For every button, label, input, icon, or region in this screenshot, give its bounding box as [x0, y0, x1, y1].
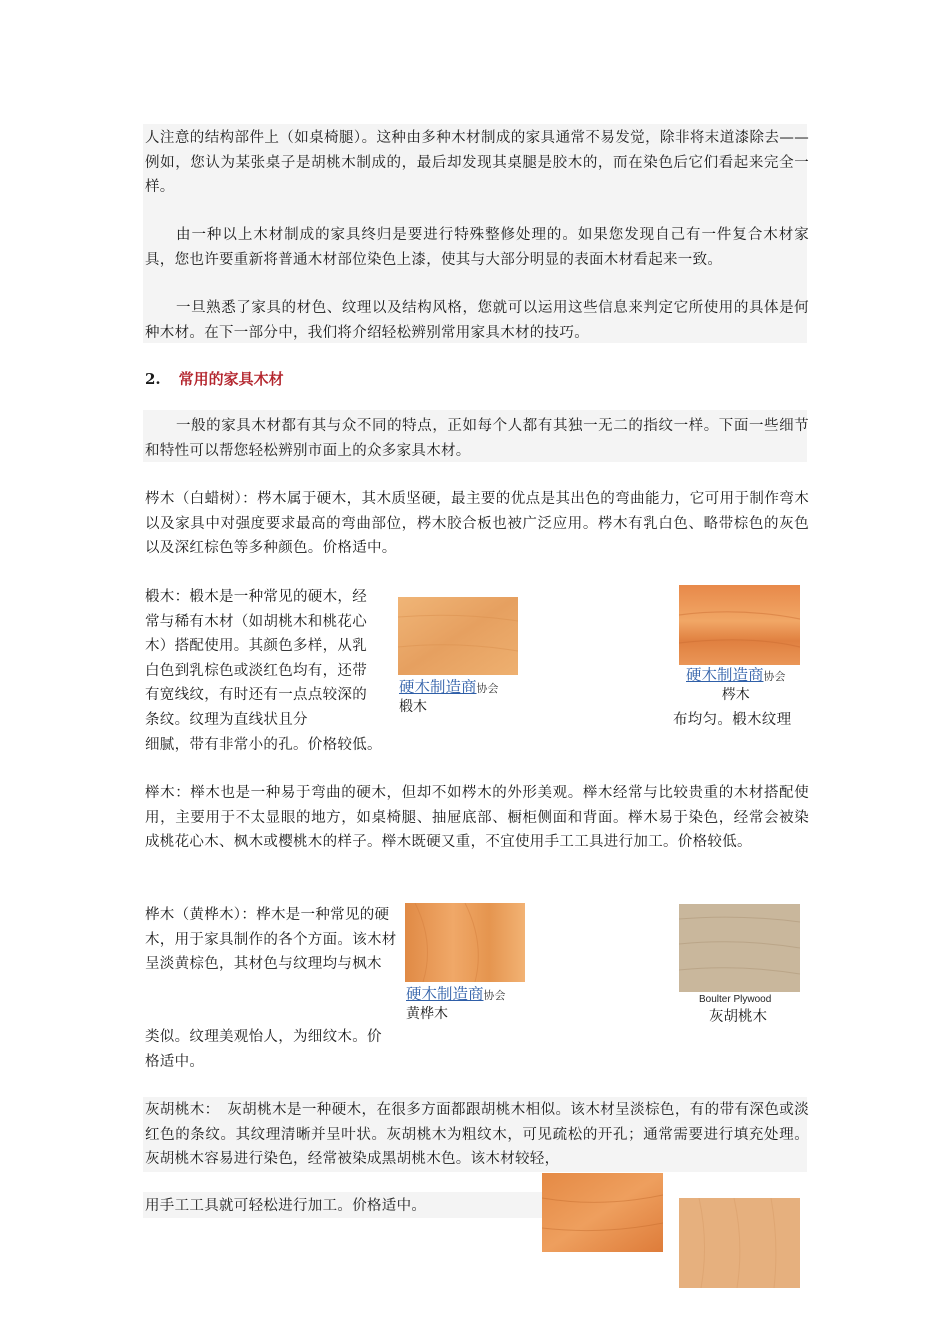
manufacturer-link[interactable]: 硬木制造商 [399, 678, 477, 696]
paragraph: 一般的家具木材都有其与众不同的特点，正如每个人都有其独一无二的指纹一样。下面一些细节和特性可以帮您轻松辨别市面上的众多家具木材。 [145, 418, 809, 459]
section-number: 2. [145, 370, 161, 388]
birch-wood-image [405, 903, 525, 982]
ash-caption: 硬木制造商协会 梣木 [686, 666, 786, 703]
gum-wood-image [398, 597, 518, 675]
beech-paragraph: 榉木：榉木也是一种易于弯曲的硬木，但却不如梣木的外形美观。榉木经常与比较贵重的木材搭配使用，主要用于不太显眼的地方，如桌椅腿、抽屉底部、橱柜侧面和背面。榉木易于染色，经常会被染成桃花心木、枫木或樱桃木的样子。榉木既硬又重，不宜使用手工工具进行加工。价格较低。 [145, 785, 809, 850]
birch-caption: 硬木制造商协会 黄桦木 [406, 985, 506, 1022]
paragraph: 一旦熟悉了家具的材色、纹理以及结构风格，您就可以运用这些信息来判定它所使用的具体是何种木材。在下一部分中，我们将介绍轻松辨别常用家具木材的技巧。 [145, 300, 809, 341]
butternut-paragraph: 灰胡桃木： 灰胡桃木是一种硬木，在很多方面都跟胡桃木相似。该木材呈淡棕色，有的带有深色或淡红色的条纹。其纹理清晰并呈叶状。灰胡桃木为粗纹木，可见疏松的开孔；通常需要进行填充处理。灰胡桃木容易进行染色，经常被染成黑胡桃木色。该木材较轻， [145, 1102, 809, 1167]
manufacturer-link[interactable]: 硬木制造商 [686, 666, 764, 684]
ash-wood-image [679, 585, 800, 665]
ash-paragraph: 梣木（白蜡树）：梣木属于硬木，其木质坚硬，最主要的优点是其出色的弯曲能力，它可用于制作弯木以及家具中对强度要求最高的弯曲部位，梣木胶合板也被广泛应用。梣木有乳白色、略带棕色的灰色以及深红棕色等多种颜色。价格适中。 [145, 491, 809, 556]
paragraph: 人注意的结构部件上（如桌椅腿）。这种由多种木材制成的家具通常不易发觉，除非将末道漆除去——例如，您认为某张桌子是胡桃木制成的，最后却发现其桌腿是胶木的，而在染色后它们看起来完全一样。 [145, 130, 809, 195]
birch-paragraph-cont: 类似。纹理美观怡人，为细纹木。价格适中。 [145, 1029, 382, 1070]
paragraph: 由一种以上木材制成的家具终归是要进行特殊整修处理的。如果您发现自己有一件复合木材家具，您也许要重新将普通木材部位染色上漆，使其与大部分明显的表面木材看起来一致。 [145, 227, 809, 268]
gum-paragraph-end: 细腻，带有非常小的孔。价格较低。 [145, 737, 382, 753]
gum-caption: 硬木制造商协会 椴木 [399, 678, 499, 715]
manufacturer-link[interactable]: 硬木制造商 [406, 985, 484, 1003]
cherry-wood-image [542, 1173, 663, 1252]
section-heading [145, 368, 284, 389]
section-title: 常用的家具木材 [178, 370, 284, 388]
butternut-paragraph-end: 用手工工具就可轻松进行加工。价格适中。 [145, 1198, 427, 1214]
gum-paragraph-right: 布均匀。椴木纹理 [673, 712, 792, 728]
gum-paragraph: 椴木：椴木是一种常见的硬木，经常与稀有木材（如胡桃木和桃花心木）搭配使用。其颜色多样，从乳白色到乳棕色或淡红色均有，还带有宽线纹，有时还有一点点较深的条纹。纹理为直线状且分 [145, 589, 367, 728]
plywood-caption: Boulter Plywood [699, 994, 772, 1005]
birch-paragraph: 桦木（黄桦木）：桦木是一种常见的硬木，用于家具制作的各个方面。该木材呈淡黄棕色，其材色与纹理均与枫木 [145, 907, 397, 972]
maple-wood-image [679, 1198, 800, 1288]
butternut-caption: 灰胡桃木 [709, 1009, 767, 1025]
butternut-wood-image [679, 904, 800, 992]
